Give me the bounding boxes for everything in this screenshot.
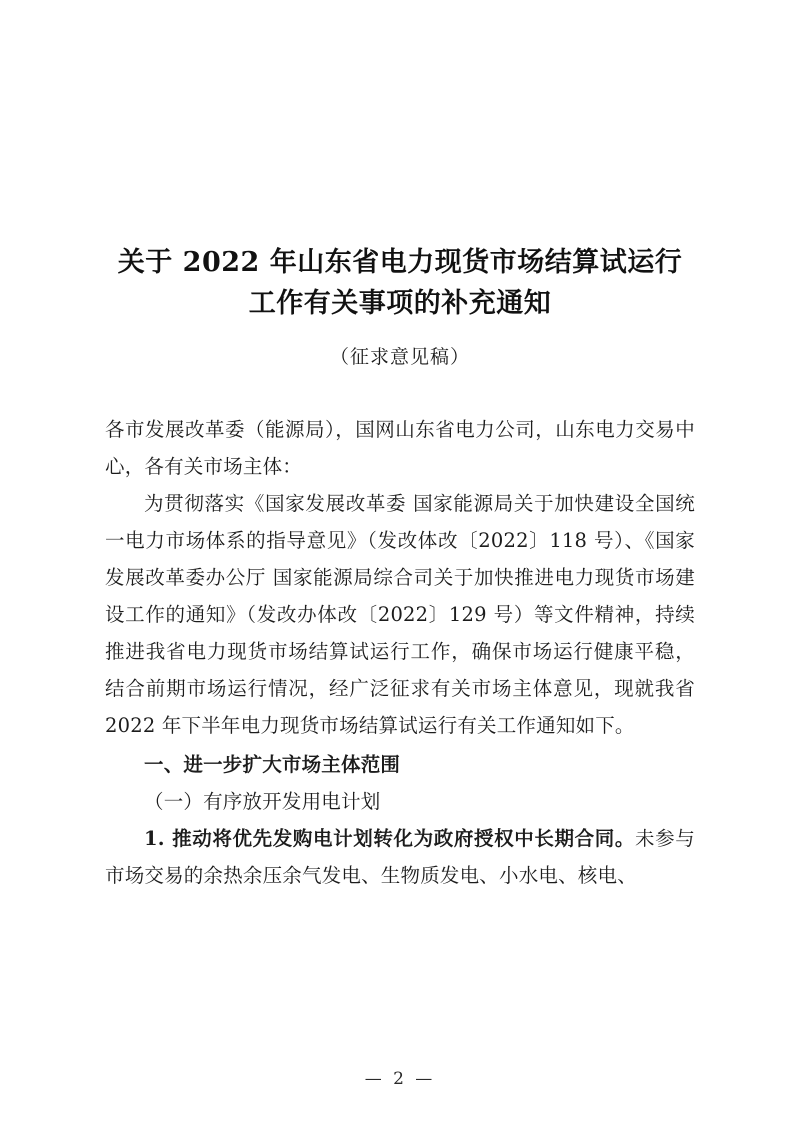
paragraph-recipients: 各市发展改革委（能源局），国网山东省电力公司，山东电力交易中心，各有关市场主体： [105,418,695,478]
page-title [105,243,695,324]
title-block [105,0,695,369]
section-heading-1: 一、进一步扩大市场主体范围 [144,753,401,776]
title-line-2: 工作有关事项的补充通知 [248,287,552,319]
paragraph-preamble: 为贯彻落实《国家发展改革委 国家能源局关于加快建设全国统一电力市场体系的指导意见》（发改体改〔2022〕118 号）、《国家发展改革委办公厅 国家能源局综合司关于加快推进电力现货市场建设工作的通知》（发改办体改〔2022〕129 号）等文件精神，持续推进我省电力现货市场结算试运行工作，确保市场运行健康平稳，结合前期市场运行情况，经广泛征求有关市场主体意见，现就我省 2022 年下半年电力现货市场结算试运行有关工作通知如下。 [105,492,695,737]
section-heading-1-1: （一）有序放开发用电计划 [144,790,381,813]
document-subtitle: （征求意见稿） [329,346,470,368]
paragraph-item-1 [105,820,695,894]
document-body [105,411,695,894]
title-line-1: 关于 2022 年山东省电力现货市场结算试运行 [117,247,683,278]
page-number-footer: — 2 — [364,1069,436,1089]
item-1-bold-lead: 1. 推动将优先发购电计划转化为政府授权中长期合同。 [144,827,636,850]
item-1-rest: 未参与市场交易的余热余压余气发电、生物质发电、小水电、核电、 [105,827,695,887]
